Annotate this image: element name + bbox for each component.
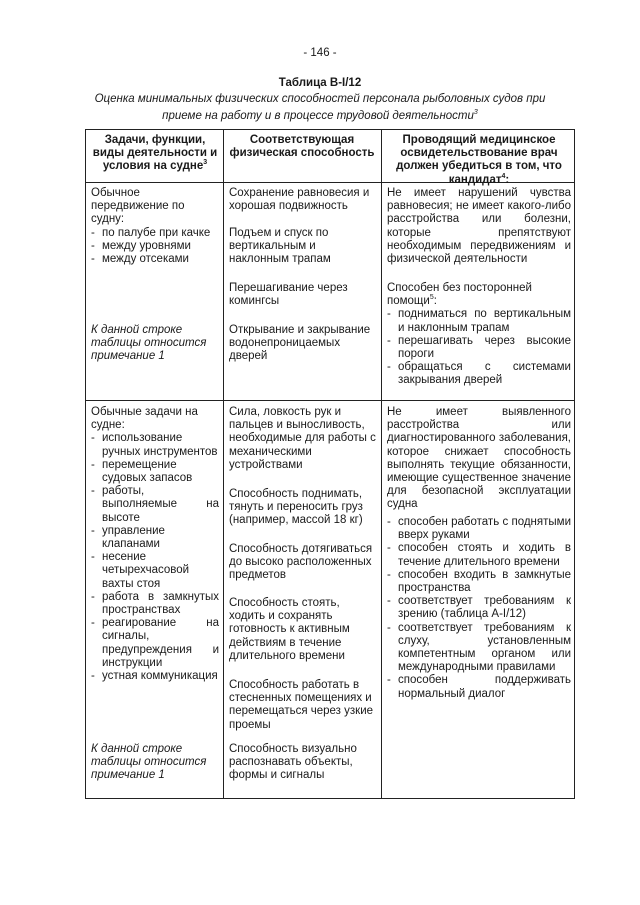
row1-examiner-list — [387, 308, 571, 387]
row1-ability-cell — [229, 187, 377, 213]
row1-examiner-cell — [387, 282, 571, 388]
row1-ability-cell — [229, 324, 377, 364]
page-number: - 146 - — [303, 47, 337, 59]
list-item: - устная коммуникация — [91, 670, 219, 683]
row1-ability-para: Открывание и закрывание водонепроницаемых дверей — [229, 324, 371, 363]
table-subtitle-footnote: 3 — [473, 109, 478, 116]
list-item: - использование ручных инструментов — [91, 432, 219, 458]
row2-tasks-cell — [91, 406, 219, 683]
row2-examiner-list — [387, 516, 571, 701]
row1-examiner-para: Не имеет нарушений чувства равновесия; не имеет какого-либо расстройства или болезни, которые препятствуют необходимым передвижениям и физической деятельности — [387, 187, 571, 266]
header-ability-text: Соответствующая физическая способность — [229, 134, 375, 160]
list-item: - соответствует требованиям к слуху, установленным компетентным органом или международными правилами — [387, 622, 571, 675]
row1-note: К данной строке таблицы относится примечание 1 — [91, 324, 207, 363]
row2-ability-para: Способность дотягиваться до высоко расположенных предметов — [229, 543, 373, 582]
column-divider — [223, 130, 224, 798]
list-item: - работа в замкнутых пространствах — [91, 591, 219, 617]
header-examiner-text: Проводящий медицинское освидетельствование врач должен убедиться в том, что кандидат — [396, 134, 562, 186]
row2-ability-para: Способность визуально распознавать объекты, формы и сигналы — [229, 743, 357, 782]
row2-examiner-cell — [387, 406, 571, 512]
row1-examiner-footnote: 5 — [429, 294, 434, 302]
row1-ability-para: Сохранение равновесия и хорошая подвижность — [229, 187, 370, 213]
row2-examiner-para: Не имеет выявленного расстройства или диагностированного заболевания, которое снижает способность выполнять текущие обязанности, имеющие существенное значение для безопасной эксплуатации судна — [387, 406, 571, 511]
row-divider — [86, 400, 574, 401]
fitness-table — [85, 129, 575, 799]
row2-ability-cell — [229, 679, 377, 732]
row2-ability-cell — [229, 597, 377, 663]
row2-ability-cell — [229, 543, 377, 583]
list-item: - реагирование на сигналы, предупреждения и инструкции — [91, 617, 219, 670]
list-item: - соответствует требованиям к зрению (таблица A-I/12) — [387, 595, 571, 621]
row2-ability-cell — [229, 488, 377, 528]
list-item: - подниматься по вертикальным и наклонным трапам — [387, 308, 571, 334]
header-tasks-text: Задачи, функции, виды деятельности и условия на судне — [92, 134, 218, 173]
list-item: - обращаться с системами закрывания дверей — [387, 361, 571, 387]
list-item: - перешагивать через высокие пороги — [387, 335, 571, 361]
row2-ability-para: Способность поднимать, тянуть и переносить груз (например, массой 18 кг) — [229, 488, 363, 527]
list-item: - способен работать с поднятыми вверх руками — [387, 516, 571, 542]
row1-examiner-para-text: Способен без посторонней помощи — [387, 282, 532, 308]
row2-ability-cell — [229, 743, 377, 783]
list-item: - несение четырехчасовой вахты стоя — [91, 551, 219, 591]
row2-note: К данной строке таблицы относится примечание 1 — [91, 743, 207, 782]
row2-tasks-intro: Обычные задачи на судне: — [91, 406, 198, 432]
table-subtitle — [80, 92, 560, 123]
list-item: - работы, выполняемые на высоте — [91, 485, 219, 525]
header-cell-examiner — [387, 134, 571, 187]
table-title: Таблица B-I/12 — [278, 77, 362, 89]
table-subtitle-text: Оценка минимальных физических способностей персонала рыболовных судов при приеме на работу и в процессе трудовой деятельности — [94, 93, 546, 122]
list-item: - перемещение судовых запасов — [91, 459, 219, 485]
list-item: - способен поддерживать нормальный диалог — [387, 674, 571, 700]
list-item: - между уровнями — [91, 240, 219, 253]
row1-tasks-intro: Обычное передвижение по судну: — [91, 187, 185, 226]
row1-ability-cell — [229, 282, 377, 308]
row1-ability-para: Перешагивание через комингсы — [229, 282, 348, 308]
header-tasks-footnote: 3 — [203, 159, 208, 167]
row2-ability-para: Сила, ловкость рук и пальцев и выносливость, необходимые для работы с механическими устройствами — [229, 406, 376, 471]
row2-tasks-list — [91, 432, 219, 683]
header-examiner-footnote: 4 — [501, 172, 506, 180]
list-item: - управление клапанами — [91, 525, 219, 551]
list-item: - способен стоять и ходить в течение длительного времени — [387, 542, 571, 568]
row2-ability-para: Способность работать в стесненных помещениях и перемещаться через узкие проемы — [229, 679, 374, 731]
row1-examiner-para: Способен без посторонней помощи$^5$: — [387, 282, 532, 308]
row1-ability-cell — [229, 227, 377, 267]
row2-ability-cell — [229, 406, 377, 472]
row1-ability-para: Подъем и спуск по вертикальным и наклонным трапам — [229, 227, 331, 266]
column-divider — [381, 130, 382, 798]
row2-ability-para: Способность стоять, ходить и сохранять готовность к активным действиям в течение длительного времени — [229, 597, 350, 662]
row2-examiner-list-cell — [387, 516, 571, 701]
list-item: - по палубе при качке — [91, 227, 219, 240]
row1-examiner-cell — [387, 187, 571, 266]
list-item: - способен входить в замкнутые пространства — [387, 569, 571, 595]
row1-tasks-list — [91, 227, 219, 267]
header-examiner-colon: : — [505, 173, 510, 186]
row1-tasks-cell — [91, 187, 219, 266]
header-cell-ability — [229, 134, 375, 160]
header-cell-tasks — [92, 134, 218, 174]
list-item: - между отсеками — [91, 253, 219, 266]
